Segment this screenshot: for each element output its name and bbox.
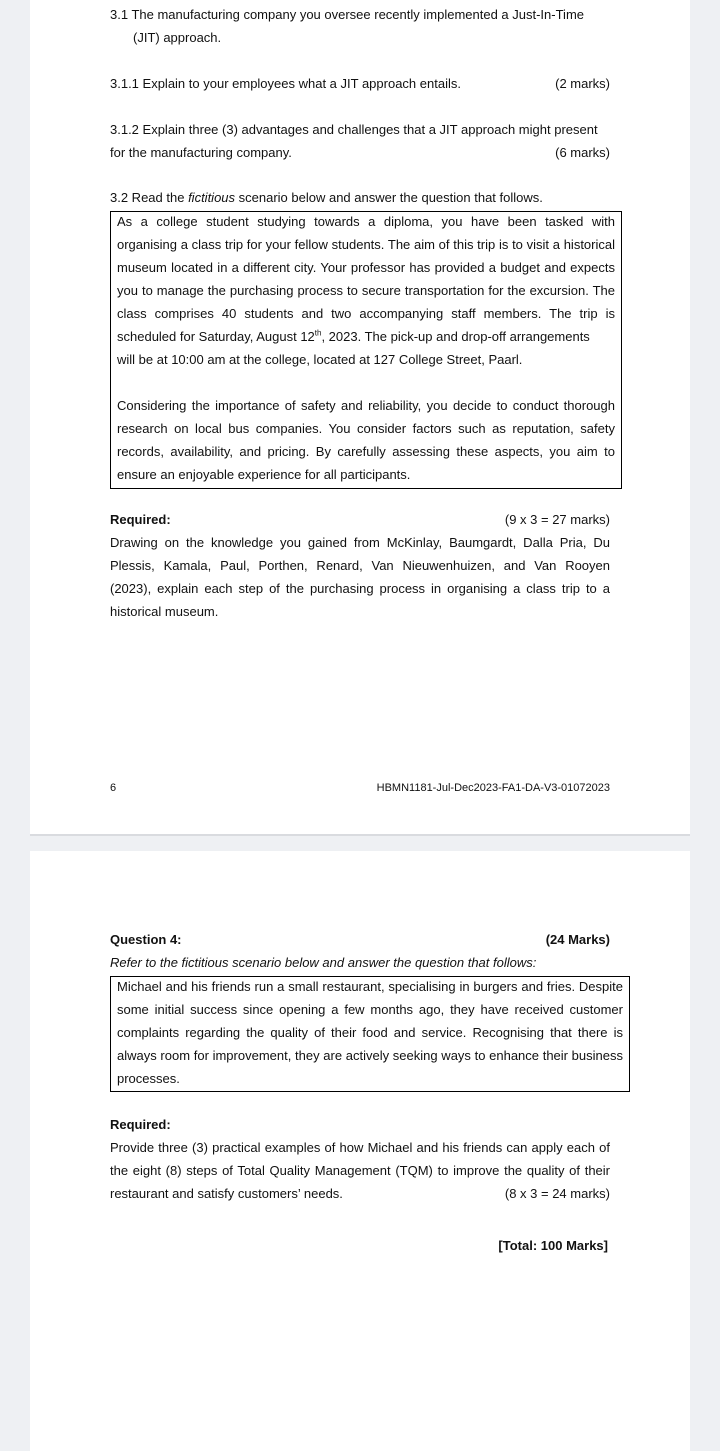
q312-line2: for the manufacturing company. (110, 145, 292, 160)
scenario2-line: some initial success since opening a few months ago, they have received customer (117, 1002, 623, 1017)
q32-instruction (110, 186, 543, 209)
q312-line1: 3.1.2 Explain three (3) advantages and challenges that a JIT approach might present (110, 122, 598, 137)
total-marks: [Total: 100 Marks] (498, 1238, 608, 1253)
page-separator (30, 834, 690, 836)
question4-row (110, 928, 610, 951)
q311-marks: (2 marks) (555, 76, 610, 91)
scenario-line: museum located in a different city. Your professor has provided a budget and expects (117, 260, 615, 275)
scenario-line: records, availability, and pricing. By carefully assessing these aspects, you aim to (117, 444, 615, 459)
scenario-line: ensure an enjoyable experience for all participants. (117, 467, 411, 482)
scenario-date-part (117, 325, 590, 348)
q32-prefix: 3.2 Read the (110, 190, 189, 205)
q311-text: 3.1.1 Explain to your employees what a JIT approach entails. (110, 76, 461, 91)
required-marks: (9 x 3 = 27 marks) (504, 512, 610, 527)
scenario-line: class comprises 40 students and two accompanying staff members. The trip is (117, 306, 615, 321)
required-line: Drawing on the knowledge you gained from McKinlay, Baumgardt, Dalla Pria, Du (110, 535, 610, 550)
required-line: Plessis, Kamala, Paul, Porthen, Renard, Van Nieuwenhuizen, and Van Rooyen (110, 558, 610, 573)
required-label: Required: (110, 512, 171, 527)
q31-line2: (JIT) approach. (133, 30, 222, 45)
scenario-line: organising a class trip for your fellow students. The aim of this trip is to visit a historical (117, 237, 615, 252)
required2-line: Provide three (3) practical examples of how Michael and his friends can apply each of (110, 1140, 610, 1155)
required-line: historical museum. (110, 604, 219, 619)
scenario-line: research on local bus companies. You consider factors such as reputation, safety (117, 421, 615, 436)
footer-code: HBMN1181-Jul-Dec2023-FA1-DA-V3-01072023 (376, 782, 610, 794)
question4-instruction: Refer to the fictitious scenario below and answer the question that follows: (110, 955, 537, 970)
question4-label: Question 4: (110, 932, 182, 947)
scenario2-line: Michael and his friends run a small restaurant, specialising in burgers and fries. Despite (117, 979, 623, 994)
scenario2-line: complaints regarding the quality of their food and service. Recognising that there is (117, 1025, 623, 1040)
scenario-date-sup: th (314, 328, 322, 338)
q31-line1: 3.1 The manufacturing company you oversee recently implemented a Just-In-Time (110, 7, 585, 22)
required2-line: the eight (8) steps of Total Quality Management (TQM) to improve the quality of their (110, 1163, 610, 1178)
scenario-line: Considering the importance of safety and reliability, you decide to conduct thorough (117, 398, 615, 413)
required-line: (2023), explain each step of the purchasing process in organising a class trip to a (110, 581, 610, 596)
q312-marks: (6 marks) (555, 145, 610, 160)
required2-last-row (110, 1182, 610, 1205)
q32-suffix: scenario below and answer the question that follows. (235, 190, 543, 205)
scenario2-line: always room for improvement, they are actively seeking ways to enhance their business (117, 1048, 623, 1063)
q312-row (110, 141, 610, 164)
required2-label: Required: (110, 1117, 171, 1132)
scenario-box-2 (110, 976, 630, 1092)
question4-marks: (24 Marks) (545, 932, 610, 947)
scenario-line: you to manage the purchasing process to secure transportation for the excursion. The (117, 283, 615, 298)
scenario-line: As a college student studying towards a diploma, you have been tasked with (117, 214, 615, 229)
scenario-box-1 (110, 211, 622, 489)
scenario-date-b: , 2023. The pick-up and drop-off arrangements (321, 329, 590, 344)
scenario-date-a: scheduled for Saturday, August 12 (117, 329, 315, 344)
required2-last: restaurant and satisfy customers’ needs. (110, 1186, 343, 1201)
scenario2-line: processes. (117, 1071, 180, 1086)
required-row (110, 508, 610, 531)
footer-page-number: 6 (110, 782, 117, 794)
q311-row (110, 72, 610, 95)
scenario-date-line (117, 325, 615, 348)
required2-marks: (8 x 3 = 24 marks) (504, 1186, 610, 1201)
scenario-line: will be at 10:00 am at the college, located at 127 College Street, Paarl. (117, 352, 523, 367)
q32-italic: fictitious (188, 190, 236, 205)
